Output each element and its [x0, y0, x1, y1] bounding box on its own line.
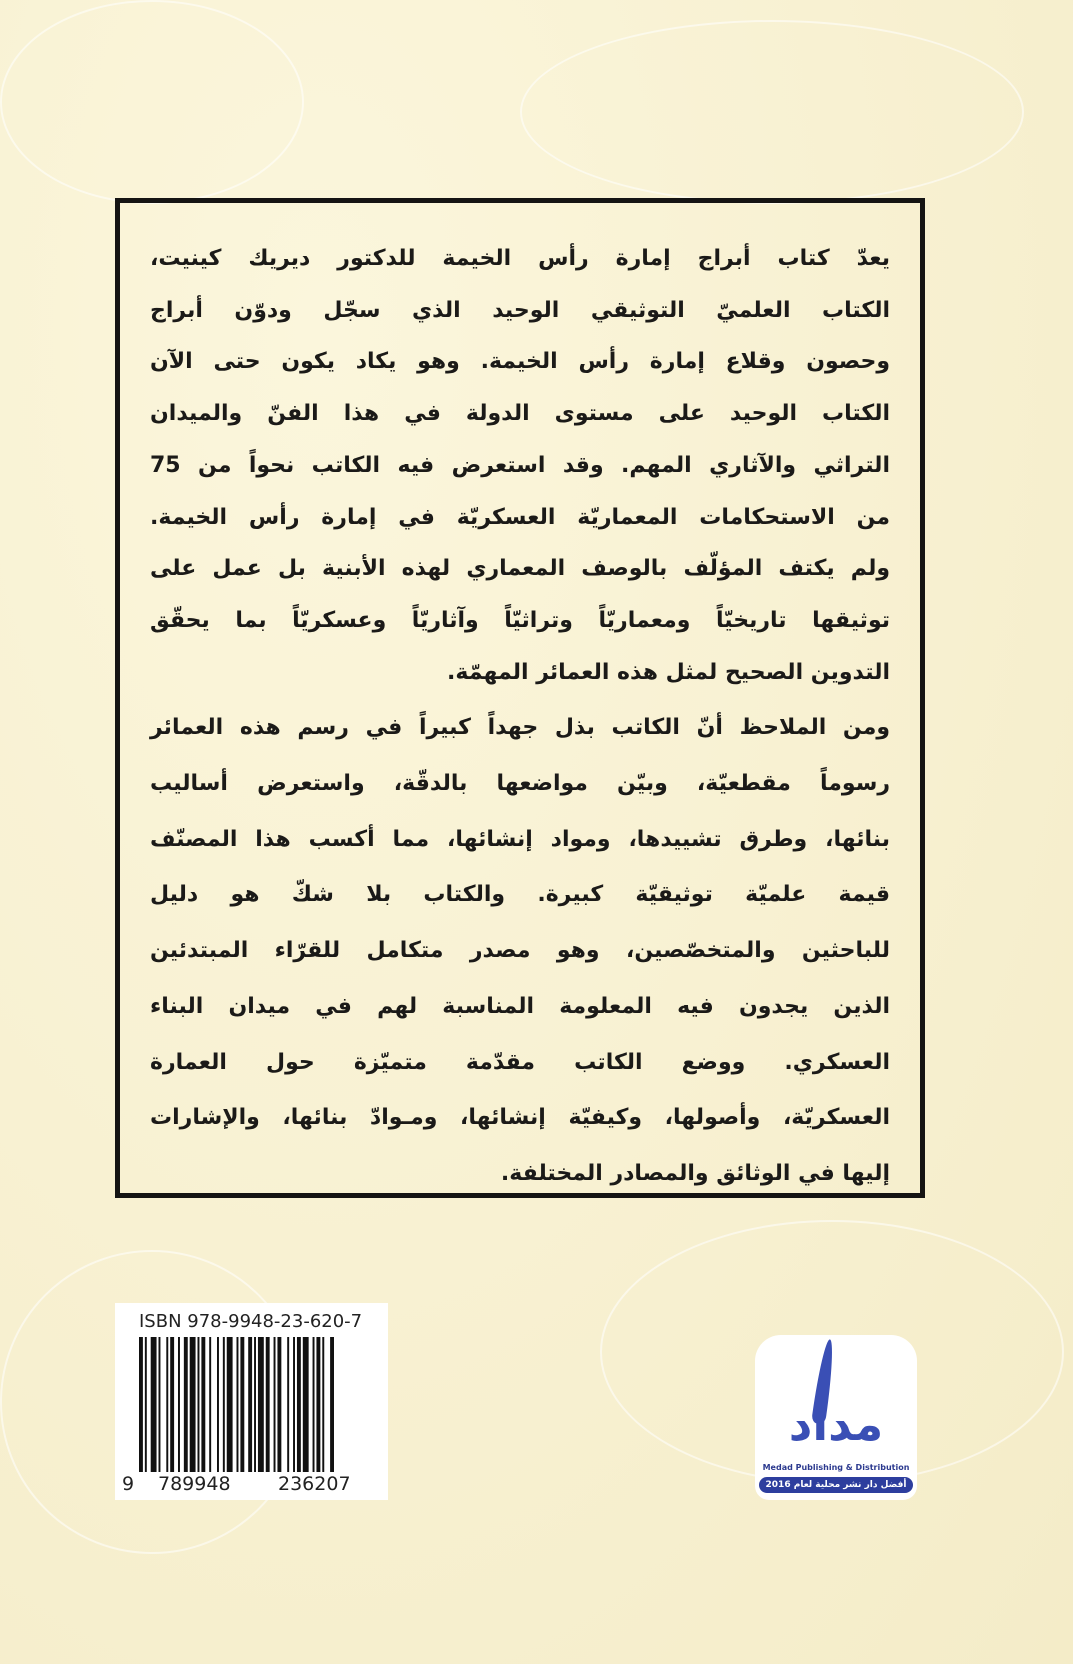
blurb-line: ومن الملاحظ أنّ الكاتب بذل جهداً كبيراً في رسم هذه العمائر — [150, 715, 890, 741]
blurb-line: من الاستحكامات المعماريّة العسكريّة في إمارة رأس الخيمة. — [150, 504, 890, 530]
barcode-bar — [297, 1337, 301, 1472]
blurb-line: الذين يجدون فيه المعلومة المناسبة لهم في ميدان البناء — [150, 993, 890, 1019]
blurb-line: توثيقها تاريخيّاً ومعماريّاً وتراثيّاً وآثاريّاً وعسكريّاً بما يحقّق — [150, 607, 890, 633]
barcode-bar — [303, 1337, 309, 1472]
barcode-bar — [217, 1337, 219, 1472]
blurb-line: يعدّ كتاب أبراج إمارة رأس الخيمة للدكتور ديريك كينيت، — [150, 246, 890, 271]
barcode-bar — [248, 1337, 252, 1472]
barcode-bar — [266, 1337, 270, 1472]
barcode-bar — [139, 1337, 143, 1472]
blurb-line: إليها في الوثائق والمصادر المختلفة. — [500, 1160, 890, 1186]
barcode-bar — [201, 1337, 205, 1472]
blurb-line: التدوين الصحيح لمثل هذه العمائر المهمّة. — [447, 659, 890, 685]
barcode-bar — [293, 1337, 295, 1472]
background-swirl — [0, 0, 304, 204]
isbn-label: ISBN 978-9948-23-620-7 — [139, 1311, 363, 1332]
blurb-line: قيمة علميّة توثيقيّة كبيرة. والكتاب بلا شكّ هو دليل — [150, 882, 890, 908]
barcode-bar — [166, 1337, 168, 1472]
barcode-bar — [258, 1337, 264, 1472]
barcode-bar — [145, 1337, 147, 1472]
barcode-bar — [240, 1337, 244, 1472]
barcode-bar — [274, 1337, 276, 1472]
barcode-bar — [178, 1337, 180, 1472]
barcode-bar — [190, 1337, 196, 1472]
barcode-digits-right: 236207 — [275, 1473, 354, 1495]
publisher-logo-text: مداد — [788, 1397, 884, 1451]
barcode-bar — [313, 1337, 315, 1472]
blurb-line: بنائها، وطرق تشييدها، ومواد إنشائها، مما أكسب هذا المصنّف — [150, 826, 890, 852]
barcode-digit-lead: 9 — [119, 1473, 137, 1495]
blurb-line: الكتاب الوحيد على مستوى الدولة في هذا الفنّ والميدان — [150, 401, 890, 427]
isbn-barcode — [115, 1303, 388, 1500]
barcode-bar — [170, 1337, 174, 1472]
barcode-bar — [184, 1337, 188, 1472]
award-badge: أفضل دار نشر محلية لعام 2016 — [759, 1477, 913, 1493]
blurb-line: التراثي والآثاري المهم. وقد استعرض فيه الكاتب نحواً من 75 — [150, 452, 890, 478]
barcode-bars — [139, 1337, 384, 1477]
blurb-frame — [115, 198, 925, 1198]
blurb-line: العسكري. ووضع الكاتب مقدّمة متميّزة حول العمارة — [150, 1049, 890, 1075]
barcode-bar — [237, 1337, 239, 1472]
barcode-bar — [254, 1337, 256, 1472]
barcode-bar — [287, 1337, 289, 1472]
barcode-bar — [277, 1337, 281, 1472]
barcode-bar — [316, 1337, 320, 1472]
blurb-line: الكتاب العلميّ التوثيقي الوحيد الذي سجّل ودوّن أبراج — [150, 297, 890, 323]
blurb-line: للباحثين والمتخصّصين، وهو مصدر متكامل للقرّاء المبتدئين — [150, 938, 890, 964]
barcode-bar — [330, 1337, 334, 1472]
blurb-line: ولم يكتف المؤلّف بالوصف المعماري لهذه الأبنية بل عمل على — [150, 556, 890, 582]
barcode-digits-left: 789948 — [155, 1473, 234, 1495]
blurb-line: وحصون وقلاع إمارة رأس الخيمة. وهو يكاد يكون حتى الآن — [150, 349, 890, 375]
barcode-bar — [322, 1337, 324, 1472]
publisher-logo — [755, 1335, 917, 1500]
barcode-bar — [198, 1337, 200, 1472]
barcode-bar — [159, 1337, 161, 1472]
barcode-bar — [209, 1337, 211, 1472]
blurb-line: العسكريّة، وأصولها، وكيفيّة إنشائها، ومـوادّ بنائها، والإشارات — [150, 1105, 890, 1131]
background-swirl — [520, 20, 1024, 204]
barcode-bar — [151, 1337, 157, 1472]
barcode-bar — [223, 1337, 225, 1472]
blurb-text — [150, 233, 890, 1200]
blurb-line: رسوماً مقطعيّة، وبيّن مواضعها بالدقّة، واستعرض أساليب — [150, 771, 890, 797]
publisher-name: Medad Publishing & Distribution — [762, 1463, 910, 1472]
barcode-bar — [227, 1337, 233, 1472]
